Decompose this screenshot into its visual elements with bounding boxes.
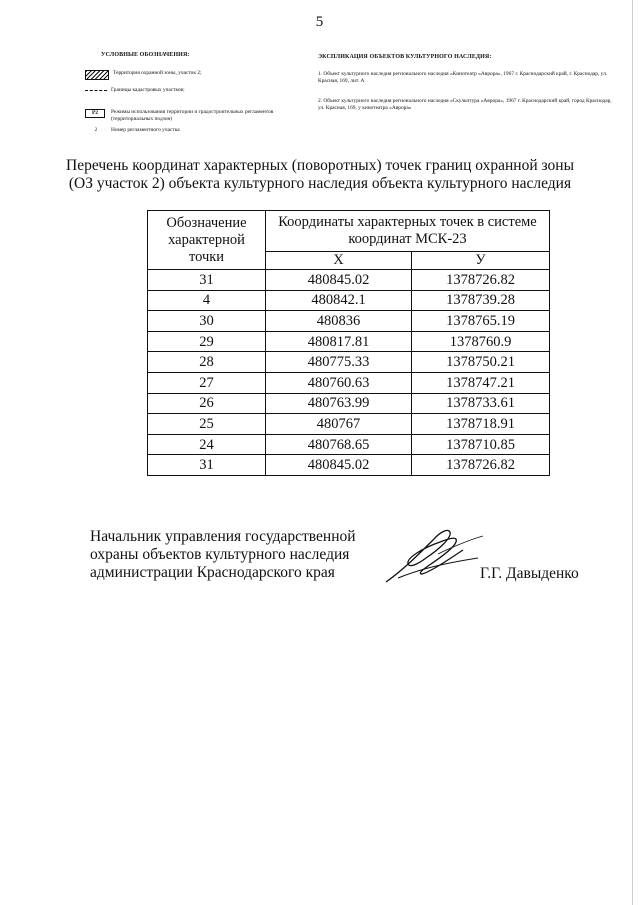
explication-item: 2. Объект культурного наследия регионального наследия «Скульптура «Аврора», 1967 г. Краснодарский край, город Краснодар, ул. Красная, 169, у кинотеатра «Аврора» — [318, 98, 612, 111]
explication-item: 1. Объект культурного наследия регионального наследия «Кинотеатр «Аврора», 1967 г. Краснодарский край, г. Краснодар, ул. Красная, 169, лит. А — [318, 71, 608, 84]
cell-point: 26 — [148, 393, 266, 414]
cell-x: 480836 — [266, 311, 412, 332]
cell-x: 480817.81 — [266, 331, 412, 352]
page-edge — [632, 0, 633, 905]
cell-point: 31 — [148, 455, 266, 476]
explication-title: ЭКСПЛИКАЦИЯ ОБЪЕКТОВ КУЛЬТУРНОГО НАСЛЕДИЯ: — [318, 54, 492, 60]
cell-point: 4 — [148, 290, 266, 311]
cell-x: 480763.99 — [266, 393, 412, 414]
cell-point: 28 — [148, 352, 266, 373]
table-row — [148, 455, 550, 476]
cell-y: 1378765.19 — [412, 311, 550, 332]
table-row — [148, 372, 550, 393]
position-line: администрации Краснодарского края — [90, 564, 335, 581]
cell-y: 1378710.85 — [412, 434, 550, 455]
table-row — [148, 352, 550, 373]
legend-item-cadastral-boundary — [85, 87, 185, 94]
table-row — [148, 393, 550, 414]
cell-x: 480760.63 — [266, 372, 412, 393]
document-heading — [20, 157, 620, 193]
cell-point: 30 — [148, 311, 266, 332]
regime-badge: Р2 — [85, 109, 105, 118]
legend-item-label: Границы кадастровых участков; — [111, 87, 185, 93]
cell-y: 1378739.28 — [412, 290, 550, 311]
signatory-position — [90, 528, 356, 582]
signatory-name: Г.Г. Давыденко — [480, 565, 579, 582]
cell-y: 1378760.9 — [412, 331, 550, 352]
legend-item-label: Территория охранной зоны, участок 2; — [113, 70, 202, 76]
legend-item-label: Режимы использования территории и градостроительных регламентов (территориальных подзон) — [111, 109, 274, 122]
cell-point: 24 — [148, 434, 266, 455]
legend-item-regime — [85, 109, 285, 123]
cell-point: 25 — [148, 414, 266, 435]
heading-line: Перечень координат характерных (поворотных) точек границ охранной зоны — [66, 157, 574, 174]
table-row — [148, 270, 550, 291]
cell-y: 1378733.61 — [412, 393, 550, 414]
cell-point: 31 — [148, 270, 266, 291]
header-coords: Координаты характерных точек в системе координат МСК-23 — [266, 211, 550, 252]
cell-x: 480768.65 — [266, 434, 412, 455]
legend-item-plot-number — [85, 127, 180, 134]
dashed-line-icon — [85, 90, 107, 91]
table-row — [148, 414, 550, 435]
heading-line: (ОЗ участок 2) объекта культурного наследия объекта культурного наследия — [68, 175, 572, 192]
hatched-area-icon — [85, 70, 109, 80]
cell-x: 480845.02 — [266, 455, 412, 476]
legend-title: УСЛОВНЫЕ ОБОЗНАЧЕНИЯ: — [101, 52, 190, 58]
handwritten-signature — [378, 520, 488, 590]
cell-y: 1378747.21 — [412, 372, 550, 393]
cell-point: 27 — [148, 372, 266, 393]
cell-point: 29 — [148, 331, 266, 352]
legend-item-protection-zone — [85, 70, 202, 80]
header-point: Обозначение характерной точки — [148, 211, 266, 270]
page-number: 5 — [315, 14, 324, 30]
header-x: X — [266, 252, 412, 270]
cell-x: 480845.02 — [266, 270, 412, 291]
cell-y: 1378750.21 — [412, 352, 550, 373]
cell-x: 480775.33 — [266, 352, 412, 373]
cell-y: 1378718.91 — [412, 414, 550, 435]
table-row — [148, 290, 550, 311]
legend-item-label: Номер регламентного участка — [111, 127, 180, 133]
table-row — [148, 331, 550, 352]
position-line: Начальник управления государственной — [90, 528, 356, 545]
cell-x: 480842.1 — [266, 290, 412, 311]
header-y: У — [412, 252, 550, 270]
table-row — [148, 434, 550, 455]
plot-number-symbol: 2 — [94, 127, 98, 133]
position-line: охраны объектов культурного наследия — [90, 546, 350, 563]
cell-x: 480767 — [266, 414, 412, 435]
coordinates-table — [147, 210, 550, 476]
cell-y: 1378726.82 — [412, 270, 550, 291]
table-row — [148, 311, 550, 332]
cell-y: 1378726.82 — [412, 455, 550, 476]
